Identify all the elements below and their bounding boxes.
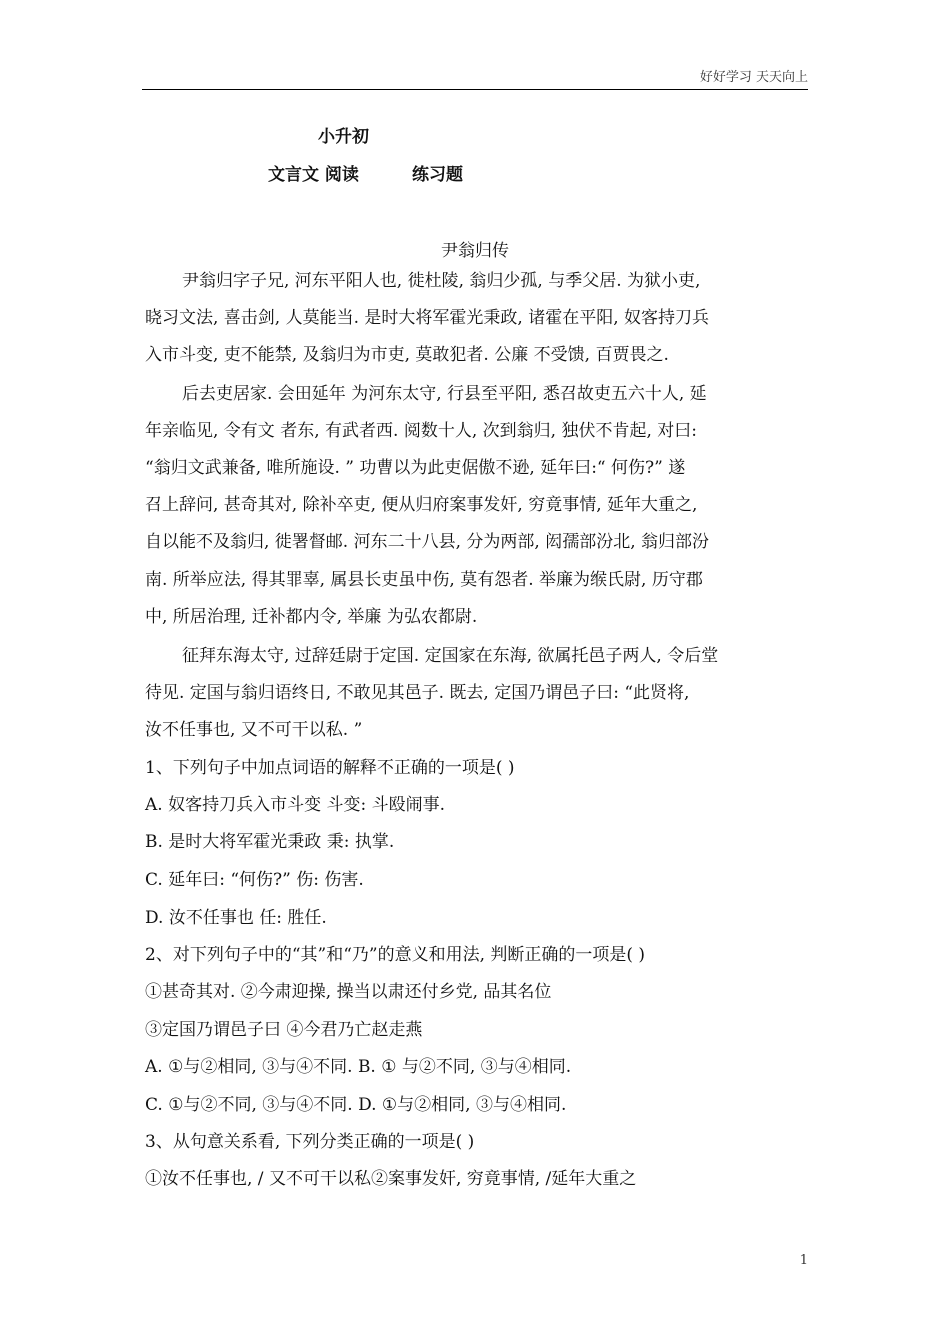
- passage-title: 尹翁归传: [441, 241, 509, 261]
- passage-line: 入市斗变, 吏不能禁, 及翁归为市吏, 莫敢犯者. 公廉 不受馈, 百贾畏之.: [145, 345, 669, 365]
- passage-line: 召上辞问, 甚奇其对, 除补卒吏, 便从归府案事发奸, 穷竟事情, 延年大重之,: [145, 495, 698, 515]
- question-line: ①汝不任事也, / 又不可干以私②案事发奸, 穷竟事情, /延年大重之: [145, 1169, 637, 1189]
- question-line: B. 是时大将军霍光秉政 秉: 执掌.: [145, 832, 395, 852]
- passage-line: 晓习文法, 喜击剑, 人莫能当. 是时大将军霍光秉政, 诸霍在平阳, 奴客持刀兵: [145, 308, 710, 328]
- passage-line: 征拜东海太守, 过辞廷尉于定国. 定国家在东海, 欲属托邑子两人, 令后堂: [182, 646, 719, 666]
- question-line: A. ①与②相同, ③与④不同. B. ① 与②不同, ③与④相同.: [145, 1057, 572, 1077]
- title-category: 文言文 阅读: [268, 165, 359, 185]
- passage-line: 后去吏居家. 会田延年 为河东太守, 行县至平阳, 悉召故吏五六十人, 延: [182, 384, 707, 404]
- passage-line: 自以能不及翁归, 徙署督邮. 河东二十八县, 分为两部, 闳孺部汾北, 翁归部汾: [145, 532, 710, 552]
- passage-line: 待见. 定国与翁归语终日, 不敢见其邑子. 既去, 定国乃谓邑子曰: “此贤将,: [145, 683, 690, 703]
- question-line: C. 延年曰: “何伤?” 伤: 伤害.: [145, 870, 364, 890]
- title-type: 练习题: [412, 165, 463, 185]
- question-line: A. 奴客持刀兵入市斗变 斗变: 斗殴闹事.: [145, 795, 446, 815]
- question-line: C. ①与②不同, ③与④不同. D. ①与②相同, ③与④相同.: [145, 1095, 567, 1115]
- passage-line: 尹翁归字子兄, 河东平阳人也, 徙杜陵, 翁归少孤, 与季父居. 为狱小吏,: [182, 271, 701, 291]
- question-line: ③定国乃谓邑子曰 ④今君乃亡赵走燕: [145, 1020, 423, 1040]
- question-line: 2、对下列句子中的“其”和“乃”的意义和用法, 判断正确的一项是( ): [145, 945, 646, 965]
- page-number: 1: [799, 1253, 808, 1268]
- header-text: 好好学习 天天向上: [699, 70, 808, 85]
- title-level: 小升初: [318, 127, 369, 147]
- header-rule: [142, 89, 808, 90]
- question-line: 1、下列句子中加点词语的解释不正确的一项是( ): [145, 758, 515, 778]
- question-line: D. 汝不任事也 任: 胜任.: [145, 908, 327, 928]
- passage-line: 年亲临见, 令有文 者东, 有武者西. 阅数十人, 次到翁归, 独伏不肯起, 对曰:: [145, 421, 697, 441]
- passage-line: 中, 所居治理, 迁补都内令, 举廉 为弘农都尉.: [145, 607, 478, 627]
- question-line: ①甚奇其对. ②今肃迎操, 操当以肃还付乡党, 品其名位: [145, 982, 552, 1002]
- passage-line: 汝不任事也, 又不可干以私. ”: [145, 720, 363, 740]
- passage-line: “翁归文武兼备, 唯所施设. ” 功曹以为此吏倨傲不逊, 延年曰:“ 何伤?” 遂: [145, 458, 686, 478]
- passage-line: 南. 所举应法, 得其罪辜, 属县长吏虽中伤, 莫有怨者. 举廉为缑氏尉, 历守郡: [145, 570, 703, 590]
- question-line: 3、从句意关系看, 下列分类正确的一项是( ): [145, 1132, 475, 1152]
